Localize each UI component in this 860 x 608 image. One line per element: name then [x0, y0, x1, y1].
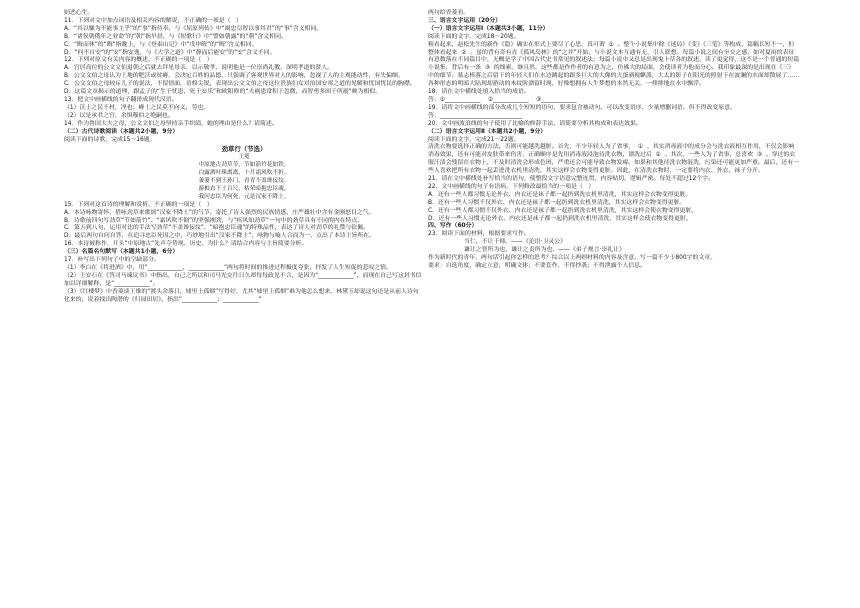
- left-line-25: A．本诗咏物寄怀，借咏劲草来歌颂“汉家不降士”的气节，寄托了诗人强烈的民族情感，庄严雄壮中含有金刚怒目之气。: [64, 209, 375, 216]
- left-line-22: 游根直下土百尺，枯荣暗抱忠臣魂。: [198, 185, 290, 192]
- left-line-1: 11．下列对文中加点词语及相关内容的解说，不正确的一项是（ ）: [64, 17, 243, 24]
- left-line-26: B．诗歌前四句写劲草“节如箭竹”、“霜风吹不倒”的坚强刚劲，与“疾风知劲草”一句中的劲草具有不同的内在特点。: [64, 217, 364, 224]
- left-line-7: A．官居高位的公文文伯退朝之后就去拜见母亲，以示敬孝，说明他是一位崇尚礼教、深明孝道的贤人。: [64, 65, 334, 72]
- right-line-20: 23．阅读下面的材料，根据要求写作。: [428, 231, 530, 238]
- left-line-8: B．公文文伯之母认为土地的肥沃或贫瘠，会决定百姓的品德，只强调了客观世界对人的影响，忽视了人的主观能动性，有失偏颇。: [64, 73, 404, 80]
- right-line-4: 粗看起来，赵松先生的新作《隐》确实在形式上要尽了心思，真可谓 ① 。整个小说集中除《迷局》《变》《三笔》等构成，篇幅长短不一，但整体看起来 ② 。虽的背有奇有直《孤风岛林》的“之并”开始，与小说文本互通有无，引人联想。每篇小说之间有至交之感，如对夏雨的表征有意数落在不同篇目中，无概是学了中国古代史书常见的叙述法；每篇小说中又总是出现鬼卜草各的叙述，读了更觉得，这不是一个普通的短篇小说集，背后有一条 ③ 的线索。继且然，这些都是作作者的有意为之，仿佛大的局面，会使读者为他而分心。我印象最深的是出现在《三》中的细节：墓志棒落之后留下的年轻人们在水边跳起的跟多巨大的大像的大蛋剥视麒派，大太的影子在阳光的照射下在波澜的水面却散展了……各种形态的明暗大陆现却游动的木纹阶漂留时现，好像想拥有人生梦想的本然无关，一排排地在水中飘浮。: [428, 41, 800, 88]
- right-line-21: 当仁，不让于师。——《论语·卫灵公》: [464, 239, 567, 246]
- right-line-15: A．还有一些人都习惯无论外衣、内衣还是袜子都一起扔到洗衣机里清洗，其实这样会衣物变得更脏。: [428, 191, 692, 198]
- left-line-14: 14．作为鲁国大夫之母，公文文伯之母坚持亲手织绩，她的理由是什么？请简述。: [64, 120, 278, 127]
- left-line-29: 16．本诗被称作，开头“中原地古”先声夺势现。历史，为什么？请结合内容与主旨简要分析。: [64, 241, 308, 248]
- right-line-17: C．还有一些人都习惯不仅外衣、内衣还是袜子都一起扔到洗衣机里清洗，其实这样会使衣物变得更脏。: [428, 207, 698, 214]
- left-line-6: 12．下列对原文有关内容的概述，不正确的一项是（ ）: [64, 57, 213, 64]
- left-line-10: D．这篇文章揭示的道理，跟孟子的“生于忧患，死于安乐”和欧阳修的“夫祸患常积于忽微，而智勇多困于所溺”颇为相似。: [64, 89, 382, 96]
- left-line-0: 则恶心生。: [64, 10, 94, 16]
- left-line-4: C．“晦而休”的“晦”指晚上，与《登泰山记》中“戊申晦”的“晦”含义相同。: [64, 41, 258, 48]
- left-line-18: 王冕: [238, 154, 250, 161]
- left-line-15: （二）古代诗歌阅读（本题共2小题，9分）: [64, 128, 179, 135]
- right-line-19: 四、写作（60分）: [428, 223, 478, 230]
- right-column: [428, 10, 800, 271]
- left-line-16: 阅读下面的诗歌，完成15～16题。: [64, 136, 156, 143]
- right-line-3: 阅读下面的文字，完成18～20题。: [428, 33, 520, 40]
- right-line-10: （二）语言文字运用Ⅱ（本题共2小题，9分）: [428, 128, 547, 135]
- left-line-5: D．“何不自安”的“安”指安逸，与《大学之道》中“静而后能安”的“安”含义不同。: [64, 49, 276, 56]
- right-line-11: 阅读下面的文字，完成21～22题。: [428, 136, 520, 143]
- left-line-33: （2）王安石在《答司马谏议书》中指出，自己之所以和司马光交往日久却每每政见不合，是因为“____________”，而现在自己写这封书信加以详细解释，是“____________”。: [64, 272, 422, 287]
- right-line-1: 三、语言文字运用（20分）: [428, 17, 501, 24]
- right-line-5: 18．请在文中横线处填入恰当的成语。: [428, 89, 530, 96]
- left-line-9: C．公文文伯之母较斥儿子的说法，不留情面，语修尖锐，表现出公文文伯之母这位贵族妇女对治国安邦之道的见解和忧国忧民的胸襟。: [64, 81, 416, 88]
- left-line-13: （2）以是承君之官，余惧穆伯之绝嗣也。: [64, 112, 174, 119]
- right-line-22: 谦让之智所为也，谦让之责所为也，——《弟子规言·崇礼让》: [464, 247, 625, 254]
- left-line-24: 15．下列对这首诗的理解和赏析，不正确的一项是（ ）: [64, 201, 213, 208]
- left-line-3: B．“诸侯朝俄年之业命”的“朝”指早晨，与《短歌行》中“譬如朝露”的“朝”含义相同。: [64, 33, 287, 40]
- left-line-34: （3）《红楼梦》中香菱谈王维的“渡头余落日，墟里上孤烟”写得好，尤其“墟里上孤烟”难为他怎么想来，林黛玉却说这句还是从前人诗句化来的，说着找出陶潜的《归园田居》，指出“____________；____________”: [64, 288, 419, 303]
- right-line-2: （一）语言文字运用Ⅰ（本题共3小题，11分）: [428, 25, 549, 32]
- left-line-12: （1）沃土之民不材，淫也；瘠土之民莫不向义，劳也。: [64, 104, 210, 111]
- left-column: [64, 10, 424, 305]
- right-line-16: B．还有一些人习惯不仅外衣、内衣还是袜子都一起扔到洗衣机里清洗，其实这样会衣物变得更脏。: [428, 199, 686, 206]
- right-line-7: 19．请将文中画横线的部分改成几个短短的语句，要求包含被动句。可以改变语序、少量增删词语，但不得改变原意。: [428, 104, 736, 111]
- right-line-8: 答：____________________________: [428, 112, 523, 119]
- left-line-27: C．第五到八句，运用对比的手法写劲草“不盖谗佞坟”、“暗抱忠臣魂”的特殊品性，表达了诗人对劲草的礼赞与钦佩。: [64, 225, 369, 232]
- right-line-12: 清洗衣物要选择正确的方法，否则可能越洗越脏。首先，不少年轻人为了省事， ① ，其实消毒液中的成分会与洗衣液相互作用，不仅会影响消毒效果，还有可能对皮肤带来伤害，正确顺序是先用消毒液浸泡待洗衣物，漂洗过后 ② 。其次，一些人为了省事，总喜欢 ③ 。穿过的衣服汗渍会残留在衣物上，不及时清洗会形成色斑，严重还会可能导致衣物发霉。如果和其他待洗衣物混洗，污染还可能更加严重。最后，还有一些人喜欢把所有衣物一起丢进洗衣机里清洗，其实这样会衣物变得更脏。因此，在清洗衣物时，一定要将内衣、外衣、袜子分开。: [428, 144, 800, 175]
- left-line-32: （1）李白在《将进酒》中，用“____________，____________”两句将时间的推进过程极度夸张，抒发了人生短促的悲叹之情。: [64, 265, 392, 271]
- left-line-23: 我问忠臣为何死，元是汉家不降士。: [198, 193, 290, 200]
- right-line-0: 两句给香菱看。: [428, 10, 470, 16]
- left-line-31: 17．补写出下列句子中的空缺部分。: [64, 257, 160, 264]
- left-line-17: 劲草行（节选）: [221, 145, 267, 154]
- right-line-24: 要求：自选角度，确定立意，明确文体；不要套作，不得抄袭；不得泄露个人信息。: [428, 263, 646, 269]
- right-line-13: 21．请在文中横线处补写恰当的语句，使整段文字语意完整连贯，内容贴切，逻辑严密。每处不超过12个字。: [428, 176, 714, 183]
- right-line-18: D．还有一些人习惯无论外衣、内衣还是袜子都一起扔到洗衣机里清洗，其实这样会使衣物变得更脏。: [428, 215, 692, 222]
- left-line-20: 白露洒叶珠离离，十月霜风吹不折。: [198, 170, 290, 177]
- right-line-6: 答：①____________ ②____________ ③____________: [428, 96, 577, 103]
- right-line-14: 22．文中画横线的句子有语病，下列修改最恰当的一项是（ ）: [428, 183, 595, 190]
- right-line-9: 20．文中画波浪线的句子使用了比喻的修辞手法，请简要分析其构成和表达效果。: [428, 120, 642, 127]
- left-line-19: 中原地古劲草节，节如箭竹花如铁。: [198, 162, 290, 169]
- left-line-28: D．最后两句自问自答，在追寻忠臣死因之中，巧妙地引出“汉家不降士”，咏物与喻人合而为一，点出了本诗主旨所在。: [64, 233, 376, 240]
- left-line-2: A．“其以嫌为不能事主乎”的“事”指侍奉，与《屈原列传》中“竭忠尽智以事其君”的“事”含义相同。: [64, 25, 323, 32]
- left-line-21: 萋萋不到王孙门，青青不盖谗佞坟。: [198, 178, 290, 185]
- left-line-30: （三）名篇名句默写（本题共1小题，6分）: [64, 249, 179, 256]
- left-line-11: 13．把文中画横线的句子翻译成现代汉语。: [64, 96, 178, 103]
- right-line-23: 作为新时代的青年，两句话引起你怎样的思考？综合以上两则材料的内容及含意，写一篇不少于800字的文章。: [428, 255, 717, 262]
